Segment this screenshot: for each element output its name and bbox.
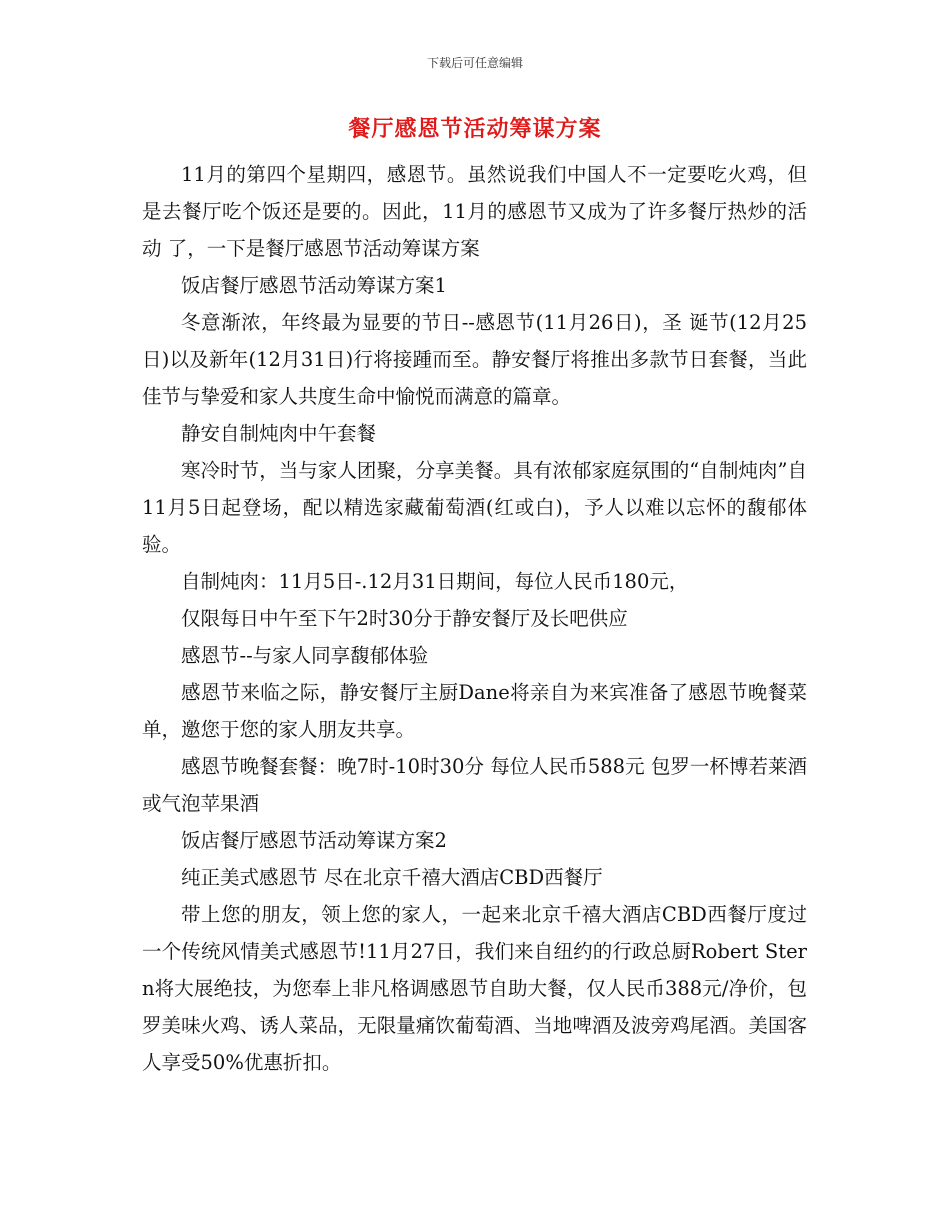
section-heading-plan-2: 饭店餐厅感恩节活动筹谋方案2 — [181, 829, 447, 852]
subheading-american-thanksgiving: 纯正美式感恩节 尽在北京千禧大酒店CBD西餐厅 — [181, 866, 603, 889]
subheading-family-experience: 感恩节--与家人同享馥郁体验 — [181, 644, 429, 667]
paragraph-stew-hours: 仅限每日中午至下午2时30分于静安餐厅及长吧供应 — [181, 607, 628, 630]
page-header-note: 下载后可任意编辑 — [426, 56, 523, 70]
section-heading-plan-1: 饭店餐厅感恩节活动筹谋方案1 — [181, 274, 447, 297]
paragraph-stew-description: 寒冷时节，当与家人团聚，分享美餐。具有浓郁家庭氛围的“自制炖肉”自11月5日起登场，配以精选家藏葡萄酒(红或白)，予人以难以忘怀的馥郁体验。 — [142, 459, 807, 556]
document-body — [142, 156, 807, 1081]
paragraph-holiday-season: 冬意渐浓，年终最为显要的节日--感恩节(11月26日)，圣 诞节(12月25日)以及新年(12月31日)行将接踵而至。静安餐厅将推出多款节日套餐，当此佳节与挚爱和家人共度生命中愉悦而满意的篇章。 — [142, 311, 807, 408]
document-title: 餐厅感恩节活动筹谋方案 — [348, 117, 602, 142]
paragraph-dinner-set: 感恩节晚餐套餐：晚7时-10时30分 每位人民币588元 包罗一杯博若莱酒或气泡苹果酒 — [142, 755, 807, 815]
paragraph-stew-price: 自制炖肉：11月5日-.12月31日期间，每位人民币180元， — [181, 570, 689, 593]
paragraph-chef-menu: 感恩节来临之际，静安餐厅主厨Dane将亲自为来宾准备了感恩节晚餐菜单，邀您于您的家人朋友共享。 — [142, 681, 807, 741]
paragraph-intro: 11月的第四个星期四，感恩节。虽然说我们中国人不一定要吃火鸡，但是去餐厅吃个饭还是要的。因此，11月的感恩节又成为了许多餐厅热炒的活动 了，一下是餐厅感恩节活动筹谋方案 — [142, 163, 807, 260]
subheading-stew-lunch: 静安自制炖肉中午套餐 — [181, 422, 377, 445]
paragraph-buffet-details: 带上您的朋友，领上您的家人，一起来北京千禧大酒店CBD西餐厅度过一个传统风情美式感恩节!11月27日，我们来自纽约的行政总厨Robert Stern将大展绝技，为您奉上非凡格调感恩节自助大餐，仅人民币388元/净价，包罗美味火鸡、诱人菜品，无限量痛饮葡萄酒、当地啤酒及波旁鸡尾酒。美国客人享受50%优惠折扣。 — [142, 903, 807, 1074]
